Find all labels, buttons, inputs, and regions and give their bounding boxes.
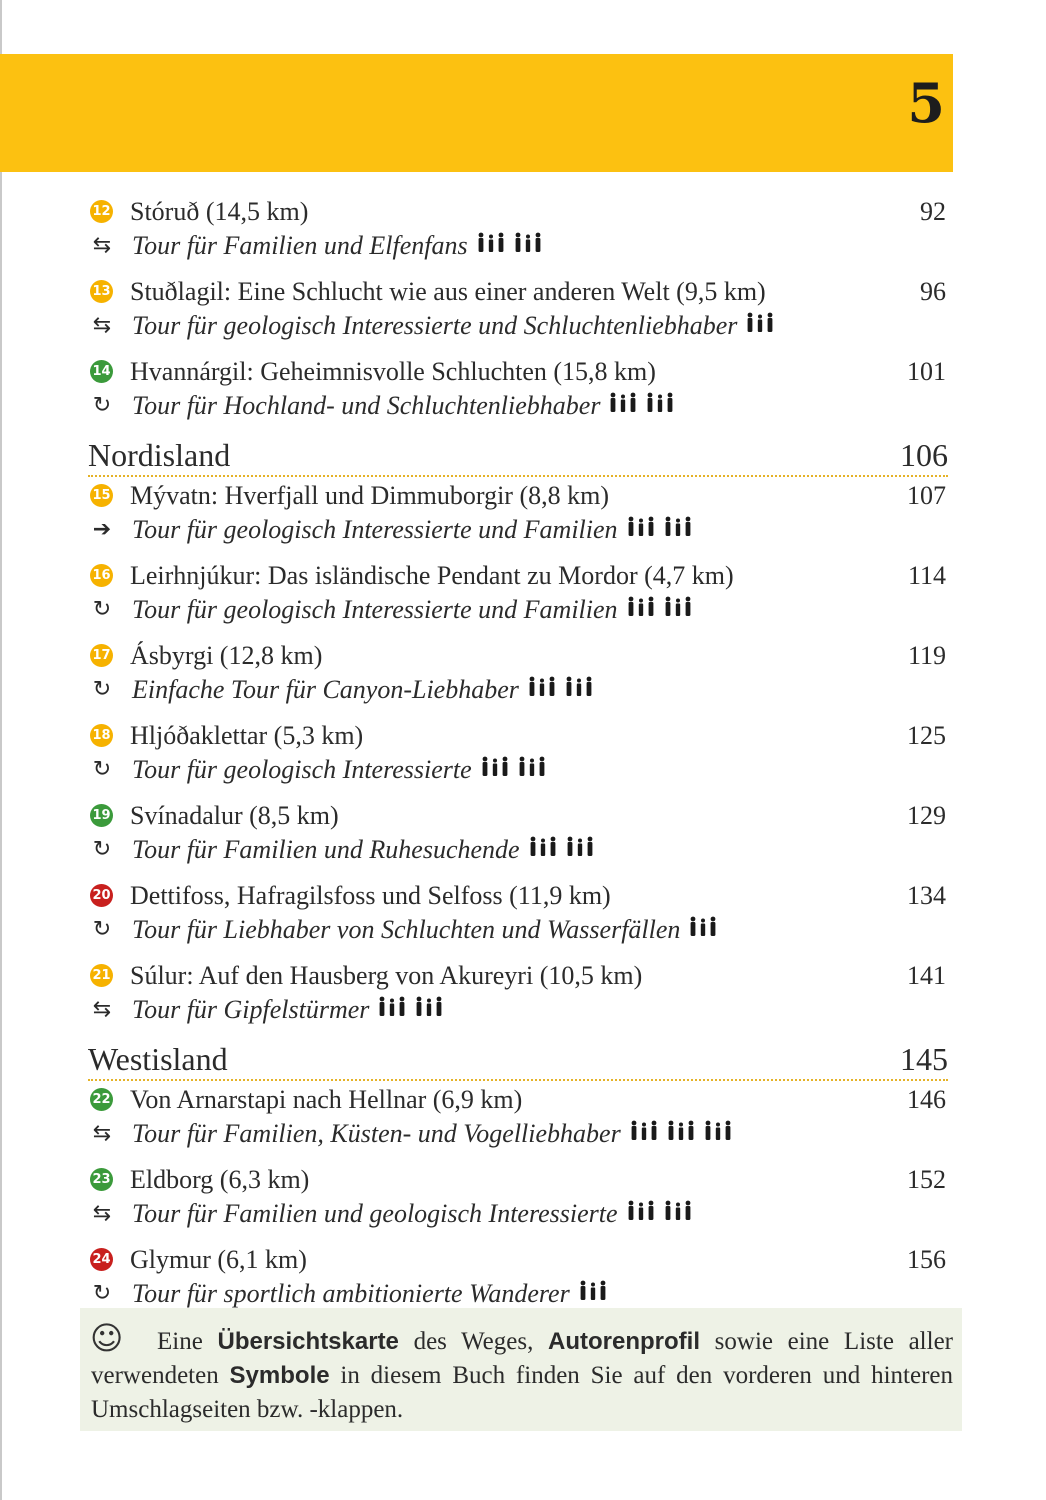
tour-description: Tour für geologisch Interessierte und Schluchtenliebhaber	[132, 311, 738, 340]
family-icon	[578, 1289, 608, 1304]
tour-description-row	[88, 1277, 948, 1311]
family-rating-icons	[578, 1289, 615, 1304]
tour-title-row	[88, 275, 948, 309]
tour-number-badge: 13	[90, 280, 113, 303]
tour-description: Tour für Hochland- und Schluchtenliebhaber	[132, 391, 601, 420]
tour-entry[interactable]	[88, 195, 948, 275]
tour-page-number: 125	[907, 721, 946, 750]
tour-description-row	[88, 229, 948, 263]
family-icon	[626, 605, 656, 620]
tour-entry[interactable]	[88, 879, 948, 959]
tour-page-number: 134	[907, 881, 946, 910]
family-rating-icons	[629, 1129, 740, 1144]
tour-description-row	[88, 673, 948, 707]
tour-entry[interactable]	[88, 639, 948, 719]
tour-entry[interactable]	[88, 719, 948, 799]
loop-route-icon: ↻	[92, 757, 112, 782]
family-icon	[663, 525, 693, 540]
tour-title: Glymur (6,1 km)	[130, 1245, 307, 1274]
tour-number-badge: 12	[90, 200, 113, 223]
tour-entry[interactable]	[88, 1083, 948, 1163]
family-icon	[528, 845, 558, 860]
family-rating-icons	[528, 845, 602, 860]
family-rating-icons	[626, 525, 700, 540]
family-icon	[626, 1209, 656, 1224]
tour-number-badge: 21	[90, 964, 113, 987]
family-rating-icons	[688, 925, 725, 940]
tour-title-row	[88, 479, 948, 513]
tour-number-badge: 23	[90, 1168, 113, 1191]
family-icon	[608, 401, 638, 416]
tour-description-row	[88, 753, 948, 787]
tour-page-number: 114	[907, 561, 946, 590]
tour-page-number: 152	[907, 1165, 946, 1194]
tour-description: Tour für sportlich ambitionierte Wanderer	[132, 1279, 570, 1308]
tour-number-badge: 24	[90, 1248, 113, 1271]
tour-description: Tour für Gipfelstürmer	[132, 995, 370, 1024]
info-bold-map: Übersichtskarte	[217, 1328, 399, 1355]
tour-entry[interactable]	[88, 1163, 948, 1243]
tour-page-number: 96	[920, 277, 946, 306]
family-icon	[626, 525, 656, 540]
info-mid1: des Weges,	[398, 1328, 549, 1355]
tour-title-row	[88, 355, 948, 389]
info-text	[91, 1325, 953, 1427]
tour-description-row	[88, 513, 948, 547]
tour-page-number: 129	[907, 801, 946, 830]
tour-title: Hvannárgil: Geheimnisvolle Schluchten (15,8 km)	[130, 357, 656, 386]
family-icon	[703, 1129, 733, 1144]
family-icon	[517, 765, 547, 780]
tour-description: Tour für Familien und geologisch Interessierte	[132, 1199, 618, 1228]
family-icon	[645, 401, 675, 416]
tour-title: Eldborg (6,3 km)	[130, 1165, 310, 1194]
tour-title: Hljóðaklettar (5,3 km)	[130, 721, 364, 750]
tour-title: Ásbyrgi (12,8 km)	[130, 641, 323, 670]
family-icon	[414, 1005, 444, 1020]
info-box	[80, 1308, 962, 1431]
family-icon	[513, 241, 543, 256]
loop-route-icon: ↻	[92, 837, 112, 862]
tour-description: Tour für Familien und Elfenfans	[132, 231, 468, 260]
return-route-icon: ⇆	[92, 1121, 112, 1146]
tour-number-badge: 19	[90, 804, 113, 827]
family-icon	[629, 1129, 659, 1144]
tour-title: Stuðlagil: Eine Schlucht wie aus einer anderen Welt (9,5 km)	[130, 277, 766, 306]
family-icon	[745, 321, 775, 336]
tour-page-number: 141	[907, 961, 946, 990]
tour-page-number: 101	[907, 357, 946, 386]
return-route-icon: ⇆	[92, 233, 112, 258]
region-name: Westisland	[88, 1041, 228, 1077]
region-page: 106	[900, 437, 948, 473]
tour-entry[interactable]	[88, 559, 948, 639]
family-rating-icons	[745, 321, 782, 336]
loop-route-icon: ↻	[92, 677, 112, 702]
region-name: Nordisland	[88, 437, 231, 473]
tour-number-badge: 22	[90, 1088, 113, 1111]
tour-entry[interactable]	[88, 959, 948, 1039]
region-page: 145	[900, 1041, 948, 1077]
tour-description: Einfache Tour für Canyon-Liebhaber	[132, 675, 519, 704]
tour-title-row	[88, 1243, 948, 1277]
family-icon	[565, 845, 595, 860]
family-rating-icons	[377, 1005, 451, 1020]
family-rating-icons	[480, 765, 554, 780]
tour-title-row	[88, 1163, 948, 1197]
tour-number-badge: 14	[90, 360, 113, 383]
region-heading-westisland[interactable]	[88, 1039, 948, 1081]
tour-description: Tour für geologisch Interessierte und Familien	[132, 595, 618, 624]
tour-page-number: 146	[907, 1085, 946, 1114]
tour-title-row	[88, 1083, 948, 1117]
tour-number-badge: 17	[90, 644, 113, 667]
tour-title: Dettifoss, Hafragilsfoss und Selfoss (11,9 km)	[130, 881, 611, 910]
tour-title: Stóruð (14,5 km)	[130, 197, 309, 226]
tour-number-badge: 18	[90, 724, 113, 747]
family-icon	[564, 685, 594, 700]
tour-title: Svínadalur (8,5 km)	[130, 801, 339, 830]
tour-description-row	[88, 913, 948, 947]
family-icon	[663, 605, 693, 620]
info-bold-author: Autorenprofil	[548, 1328, 700, 1355]
tour-entry[interactable]	[88, 355, 948, 435]
tour-entry[interactable]	[88, 479, 948, 559]
family-icon	[663, 1209, 693, 1224]
tour-title-row	[88, 195, 948, 229]
tour-title-row	[88, 559, 948, 593]
tour-group-north	[88, 479, 948, 1039]
tour-number-badge: 15	[90, 484, 113, 507]
info-lead: Eine	[157, 1328, 218, 1355]
tour-description-row	[88, 1197, 948, 1231]
tour-page-number: 119	[907, 641, 946, 670]
tour-group-east	[88, 195, 948, 435]
smiley-icon: ☺	[90, 1319, 124, 1357]
tour-description: Tour für Familien und Ruhesuchende	[132, 835, 520, 864]
family-rating-icons	[527, 685, 601, 700]
header-bar	[0, 54, 953, 172]
tour-title-row	[88, 879, 948, 913]
loop-route-icon: ↻	[92, 917, 112, 942]
family-rating-icons	[626, 1209, 700, 1224]
page-number: 5	[907, 71, 945, 135]
tour-title: Von Arnarstapi nach Hellnar (6,9 km)	[130, 1085, 523, 1114]
loop-route-icon: ↻	[92, 597, 112, 622]
info-bold-symbols: Symbole	[229, 1362, 330, 1389]
table-of-contents	[88, 195, 948, 1323]
tour-group-west	[88, 1083, 948, 1323]
tour-description: Tour für Liebhaber von Schluchten und Wasserfällen	[132, 915, 681, 944]
tour-description-row	[88, 833, 948, 867]
family-rating-icons	[608, 401, 682, 416]
tour-entry[interactable]	[88, 275, 948, 355]
family-rating-icons	[626, 605, 700, 620]
tour-title-row	[88, 639, 948, 673]
family-rating-icons	[476, 241, 550, 256]
family-icon	[666, 1129, 696, 1144]
tour-title: Mývatn: Hverfjall und Dimmuborgir (8,8 km)	[130, 481, 610, 510]
tour-description-row	[88, 993, 948, 1027]
info-mid2: sowie eine Liste aller verwendeten	[91, 1328, 953, 1389]
tour-description: Tour für geologisch Interessierte und Familien	[132, 515, 618, 544]
loop-route-icon: ↻	[92, 393, 112, 418]
tour-title: Súlur: Auf den Hausberg von Akureyri (10,5 km)	[130, 961, 643, 990]
loop-route-icon: ↻	[92, 1281, 112, 1306]
tour-number-badge: 16	[90, 564, 113, 587]
tour-description-row	[88, 1117, 948, 1151]
tour-title-row	[88, 959, 948, 993]
return-route-icon: ⇆	[92, 1201, 112, 1226]
tour-description: Tour für geologisch Interessierte	[132, 755, 472, 784]
tour-description-row	[88, 593, 948, 627]
family-icon	[688, 925, 718, 940]
info-tail: in diesem Buch finden Sie auf den vorderen und hinteren Umschlagseiten bzw. -klappen.	[91, 1362, 953, 1423]
family-icon	[480, 765, 510, 780]
tour-title-row	[88, 799, 948, 833]
one-way-route-icon: ➔	[92, 517, 112, 542]
return-route-icon: ⇆	[92, 313, 112, 338]
family-icon	[527, 685, 557, 700]
tour-title: Leirhnjúkur: Das isländische Pendant zu Mordor (4,7 km)	[130, 561, 734, 590]
region-heading-nordisland[interactable]	[88, 435, 948, 477]
return-route-icon: ⇆	[92, 997, 112, 1022]
tour-entry[interactable]	[88, 799, 948, 879]
tour-description-row	[88, 389, 948, 423]
tour-description: Tour für Familien, Küsten- und Vogelliebhaber	[132, 1119, 621, 1148]
tour-page-number: 156	[907, 1245, 946, 1274]
tour-number-badge: 20	[90, 884, 113, 907]
family-icon	[476, 241, 506, 256]
page-edge	[0, 0, 2, 1500]
tour-description-row	[88, 309, 948, 343]
tour-page-number: 107	[907, 481, 946, 510]
tour-title-row	[88, 719, 948, 753]
family-icon	[377, 1005, 407, 1020]
tour-page-number: 92	[920, 197, 946, 226]
